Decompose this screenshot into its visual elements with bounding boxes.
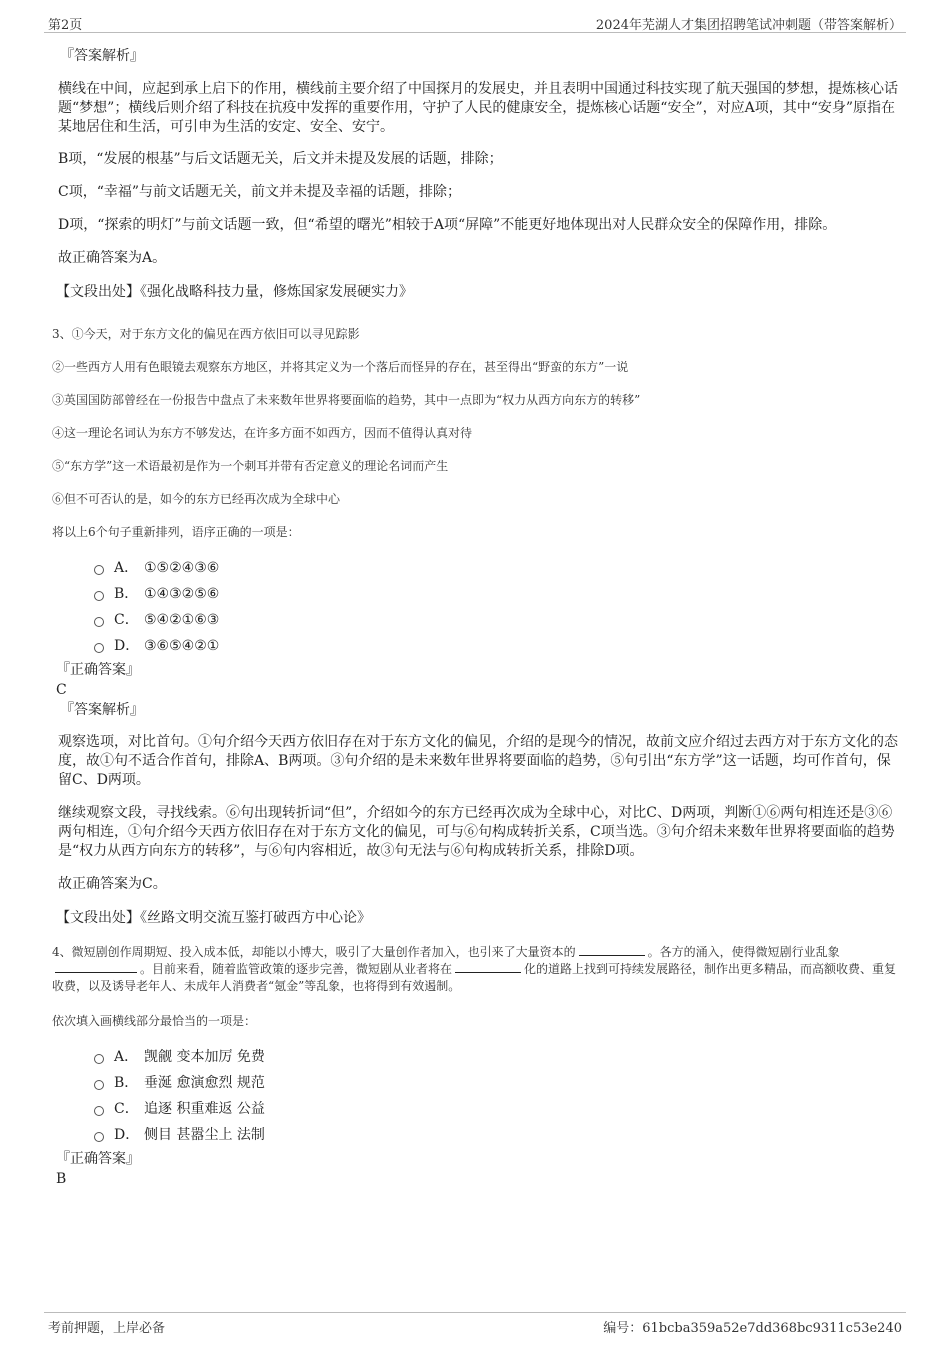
q3-correct-answer: C (56, 682, 67, 698)
footer-slogan: 考前押题，上岸必备 (48, 1321, 166, 1336)
q2-analysis-paragraph: D项，“探索的明灯”与前文话题一致，但“希望的曙光”相较于A项“屏障”不能更好地体现出对人民群众安全的保障作用，排除。 (58, 217, 837, 233)
option-text: 追逐 积重难返 公益 (144, 1101, 265, 1117)
q3-options (94, 555, 902, 659)
q4-option-b[interactable]: B． 垂涎 愈演愈烈 规范 (94, 1070, 902, 1096)
q3-sentence: 3、①今天，对于东方文化的偏见在西方依旧可以寻见踪影 (52, 327, 360, 341)
q3-source: 【文段出处】《丝路文明交流互鉴打破西方中心论》 (56, 910, 371, 926)
q3-correct-label: 『正确答案』 (56, 662, 140, 678)
radio-icon[interactable] (94, 1106, 104, 1116)
document-title: 2024年芜湖人才集团招聘笔试冲刺题（带答案解析） (595, 18, 902, 33)
q4-option-a[interactable]: A． 觊觎 变本加厉 免费 (94, 1044, 902, 1070)
q2-analysis-paragraph: C项，“幸福”与前文话题无关，前文并未提及幸福的话题，排除； (58, 184, 462, 200)
q3-option-a[interactable]: A． ①⑤②④③⑥ (94, 555, 902, 581)
q4-correct-label: 『正确答案』 (56, 1151, 140, 1167)
q3-analysis-label: 『答案解析』 (60, 702, 144, 718)
q3-prompt: 将以上6个句子重新排列，语序正确的一项是： (52, 525, 300, 539)
option-text: ⑤④②①⑥③ (144, 612, 220, 628)
document-id: 编号：61bcba359a52e7dd368bc9311c53e240 (603, 1321, 902, 1336)
q3-option-c[interactable]: C． ⑤④②①⑥③ (94, 607, 902, 633)
q3-option-b[interactable]: B． ①④③②⑤⑥ (94, 581, 902, 607)
q2-analysis-paragraph: 横线在中间，应起到承上启下的作用，横线前主要介绍了中国探月的发展史，并且表明中国通过科技实现了航天强国的梦想，提炼核心话题“梦想”；横线后则介绍了科技在抗疫中发挥的重要作用，守护了人民的健康安全，提炼核心话题“安全”，对应A项，其中“安身”原指在某地居住和生活，可引申为生活的安定、安全、安宁。 (58, 81, 898, 135)
q2-source: 【文段出处】《强化战略科技力量，修炼国家发展硬实力》 (56, 284, 413, 300)
q3-sentence: ④这一理论名词认为东方不够发达，在许多方面不如西方，因而不值得认真对待 (52, 426, 473, 440)
q4-option-c[interactable]: C． 追逐 积重难返 公益 (94, 1096, 902, 1122)
radio-icon[interactable] (94, 1080, 104, 1090)
page-header (44, 12, 906, 33)
q4-correct-answer: B (56, 1171, 67, 1187)
q3-sentence: ②一些西方人用有色眼镜去观察东方地区，并将其定义为一个落后而怪异的存在，甚至得出“野蛮的东方”一说 (52, 360, 629, 374)
q4-options (94, 1044, 902, 1148)
option-text: 觊觎 变本加厉 免费 (144, 1049, 265, 1065)
q3-sentence: ⑤“东方学”这一术语最初是作为一个刺耳并带有否定意义的理论名词而产生 (52, 459, 449, 473)
q3-option-d[interactable]: D． ③⑥⑤④②① (94, 633, 902, 659)
q2-analysis-paragraph: B项，“发展的根基”与后文话题无关，后文并未提及发展的话题，排除； (58, 151, 503, 167)
radio-icon[interactable] (94, 565, 104, 575)
page-number: 第2页 (48, 18, 83, 33)
page-content (52, 46, 902, 1190)
q4-option-d[interactable]: D． 侧目 甚嚣尘上 法制 (94, 1122, 902, 1148)
q3-analysis-paragraph: 观察选项，对比首句。①句介绍今天西方依旧存在对于东方文化的偏见，介绍的是现今的情况，故前文应介绍过去西方对于东方文化的态度，故①句不适合作首句，排除A、B两项。③句介绍的是未来数年世界将要面临的趋势，⑤句引出“东方学”这一话题，均可作首句，保留C、D两项。 (58, 734, 898, 788)
q2-analysis-label: 『答案解析』 (60, 48, 144, 64)
radio-icon[interactable] (94, 1132, 104, 1142)
q2-conclusion: 故正确答案为A。 (58, 250, 167, 266)
option-text: 侧目 甚嚣尘上 法制 (144, 1127, 265, 1143)
q4-prompt: 依次填入画横线部分最恰当的一项是： (52, 1014, 257, 1028)
page-footer (44, 1312, 906, 1337)
q3-sentence: ⑥但不可否认的是，如今的东方已经再次成为全球中心 (52, 492, 341, 506)
q3-analysis-paragraph: 继续观察文段，寻找线索。⑥句出现转折词“但”，介绍如今的东方已经再次成为全球中心，对比C、D两项，判断①⑥两句相连还是③⑥两句相连，①句介绍今天西方依旧存在对于东方文化的偏见，可与⑥句构成转折关系，C项当选。③句介绍未来数年世界将要面临的趋势是“权力从西方向东方的转移”，与⑥句内容相近，故③句无法与⑥句构成转折关系，排除D项。 (58, 805, 895, 859)
q3-sentence: ③英国国防部曾经在一份报告中盘点了未来数年世界将要面临的趋势，其中一点即为“权力从西方向东方的转移” (52, 393, 641, 407)
q3-conclusion: 故正确答案为C。 (58, 876, 167, 892)
radio-icon[interactable] (94, 643, 104, 653)
radio-icon[interactable] (94, 1054, 104, 1064)
radio-icon[interactable] (94, 617, 104, 627)
option-text: ③⑥⑤④②① (144, 638, 220, 654)
option-text: 垂涎 愈演愈烈 规范 (144, 1075, 265, 1091)
option-text: ①④③②⑤⑥ (144, 586, 220, 602)
radio-icon[interactable] (94, 591, 104, 601)
fill-blank[interactable] (579, 944, 645, 956)
fill-blank[interactable] (55, 961, 137, 973)
q4-stem: 4、微短剧创作周期短、投入成本低，却能以小博大，吸引了大量创作者加入，也引来了大量资本的 。各方的涌入，使得微短剧行业乱象。目前来看，随着监管政策的逐步完善，微短剧从业者将在 化的道路上找到可持续发展路径，制作出更多精品，而高额收费、重复收费，以及诱导老年人、未成年人消费者“氪金”等乱象，也将得到有效遏制。 (52, 945, 897, 993)
fill-blank[interactable] (455, 961, 521, 973)
option-text: ①⑤②④③⑥ (144, 560, 220, 576)
